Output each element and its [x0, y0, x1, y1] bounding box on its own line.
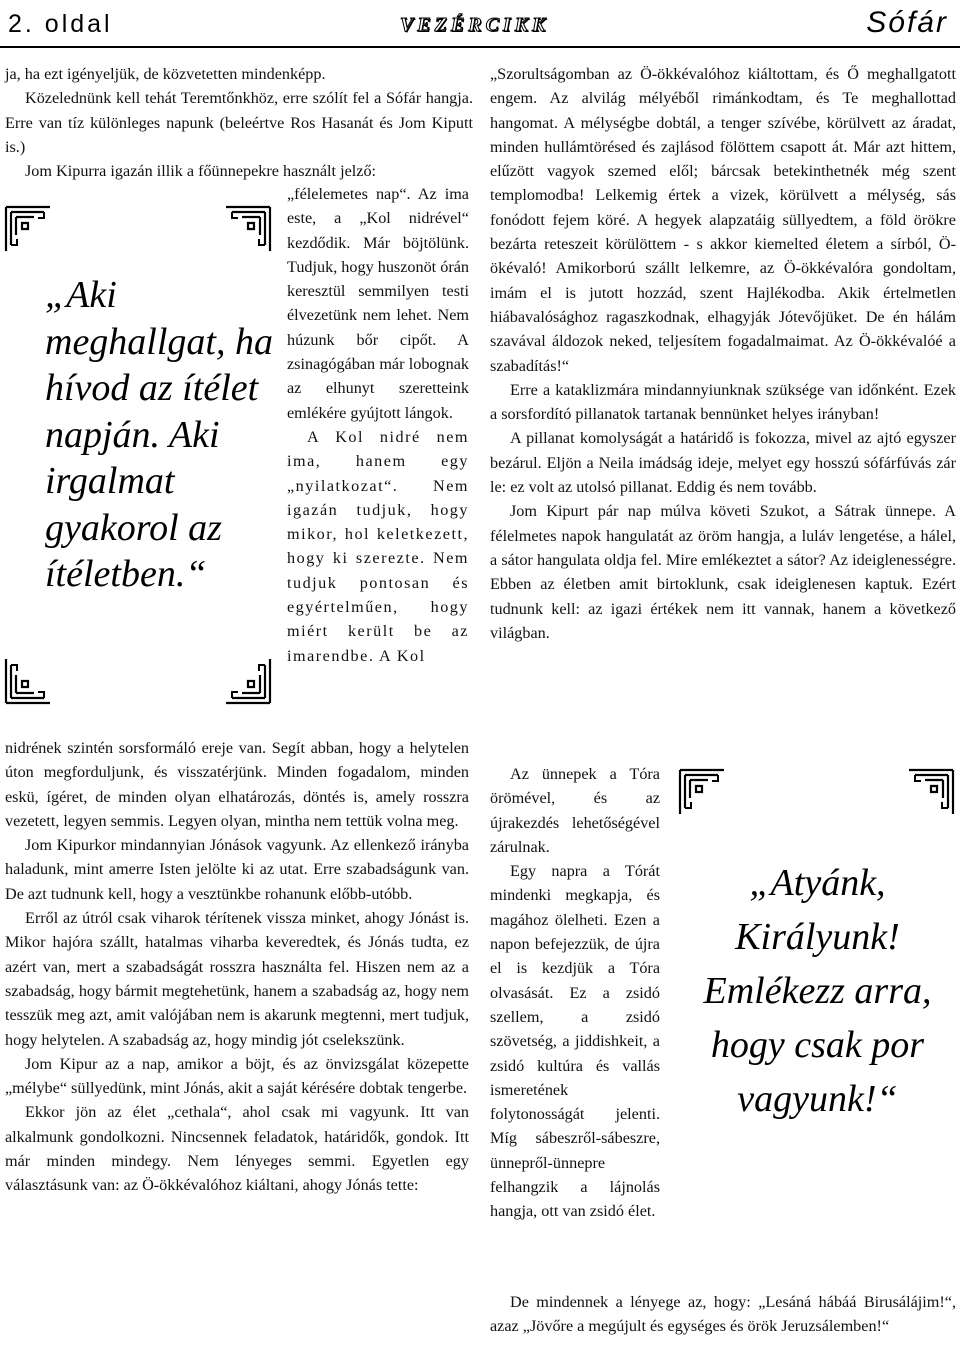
paragraph: A pillanat komolyságát a határidő is fokozza, mivel az ajtó egyszer bezárul. Eljön a Neila imádság ideje, melyet egy hosszú sófárfúvás zár le: ez volt az utolsó pillanat. Eddig és nem tovább.: [490, 429, 956, 497]
left-column-top: [5, 62, 473, 183]
page-number: 2. oldal: [8, 10, 113, 38]
paragraph: De mindennek a lényege az, hogy: „Lesáná hábáá Birusálájim!“, azaz „Jövőre a megújult és egységes és örök Jeruzsálemben!“: [490, 1293, 956, 1336]
paragraph: Jom Kipurkor mindannyian Jónások vagyunk. Az ellenkező irányba haladunk, mint amerre Isten jelölte ki az utat. Erre szabadságunk van. De azt tudnunk kell, hogy a vesztünkbe rohanunk előbb-utóbb.: [5, 836, 469, 903]
corner-ornament-icon: [222, 205, 272, 255]
corner-ornament-icon: [4, 655, 54, 705]
paragraph: „félelemetes nap“. Az ima este, a „Kol nidrével“ kezdődik. Már böjtölünk. Tudjuk, hogy huszonöt órán keresztül semmilyen testi élvezetünk nem lehet. Nem húzunk bőr cipőt. A zsinagógában már lobognak az elhunyt szeretteink emlékére gyújtott lángok.: [287, 185, 469, 422]
corner-ornament-icon: [222, 655, 272, 705]
right-column-top: [490, 62, 956, 645]
corner-ornament-icon: [905, 768, 955, 818]
paragraph: ja, ha ezt igényeljük, de közvetetten mindenképp.: [5, 65, 326, 83]
pull-quote-left: „Aki meghallgat, ha hívod az ítélet napján. Aki irgalmat gyakorol az ítéletben.“: [45, 274, 273, 595]
right-column-beside-quote: [490, 762, 660, 1224]
publication-title: Sófár: [866, 6, 948, 39]
paragraph: „Szorultságomban az Ö-ökkévalóhoz kiáltottam, és Ő meghallgatott engem. Az alvilág mélyéből rimánkodtam, és Te meghallottad hangomat. A mélységbe dobtál, a tenger szívébe, körülvett az áradat, minden hullámtörésed és zajlásod fölöttem csapott át. Már azt hittem, elűzött vagyok szemed elől; bárcsak betekinthetnék még szent templomodba! Lelkemig értek a vizek, körülvett a mélység, sás fonódott fejem köré. A hegyek alapzatáig süllyedtem, a föld örökre bezárta reteszeit körülöttem - s akkor kiemelted életem a sírból, Ö-ökévaló! Amikorború szállt lelkemre, az Ö-ökkévalóra gondoltam, imám el is jutott hozzád, szent Hajlékodba. Akik értelmetlen hiábavalósághoz ragaszkodnak, elhagyják Jótevőjüket. De én hálám szavával áldozok neked, teljesítem fogadalmaimat. Az Ö-ökkévalóé a szabadítás!“: [490, 65, 956, 375]
right-column-bottom: [490, 1290, 956, 1339]
paragraph: Erről az útról csak viharok térítenek vissza minket, ahogy Jónást is. Mikor hajóra szállt, hatalmas viharba keveredtek, és Jónás tudta, ez azért van, mert a szabadságát rosszra használta fel. Hiszen nem az a szabadság, hogy bármit megtehetünk, hanem a szabadság az, hogy nem tesszük meg azt, amit valójában nem is akarunk megtenni, mert tudjuk, hogy helytelen. A szabadság az, hogy mindig jót cselekszünk.: [5, 909, 469, 1049]
paragraph: Erre a kataklizmára mindannyiunknak szüksége van időnként. Ezek a sorsfordító pillanatok tartanak bennünket helyes irányban!: [490, 380, 956, 424]
pull-quote-right: „Atyánk, Királyunk! Emlékezz arra, hogy csak por vagyunk!“: [703, 862, 932, 1120]
paragraph: Jom Kipurra igazán illik a főünnepekre használt jelző:: [25, 162, 377, 181]
paragraph: nidrének szintén sorsformáló ereje van. Segít abban, hogy a helytelen úton megforduljunk, és visszatérjünk. Minden fogadalom, minden eskü, ígéret, de minden olyan elhatározás, döntés is, amely rosszra vezetett, legyen semmis. Legyen olyan, mintha nem tettük volna meg.: [5, 739, 469, 830]
left-column-beside-quote: [287, 182, 469, 668]
page-header: [0, 0, 960, 48]
paragraph: Az ünnepek a Tóra örömével, és az újrakezdés lehetőségével zárulnak.: [490, 765, 660, 856]
corner-ornament-icon: [678, 768, 728, 818]
paragraph: Jom Kipur az a nap, amikor a böjt, és az önvizsgálat közepette „mélybe“ süllyedünk, mint Jónás, akit a saját kérésére dobtak tengerbe.: [5, 1054, 469, 1098]
paragraph: Jom Kipurt pár nap múlva követi Szukot, a Sátrak ünnepe. A félelmetes napok hangulatát az öröm hangja, a luláv lengetése, a hálel, a sátor hangulata oldja fel. Mire emlékeztet a sátor? Az ideiglenességre. Ebben az életben amit birtoklunk, csak ideiglenesen kaptuk. Ezért tudnunk kell: az igazi értékek nem itt vannak, hanem a következő világban.: [490, 502, 956, 642]
paragraph: A Kol nidré nem ima, hanem egy „nyilatkozat“. Nem igazán tudjuk, hogy mikor, hol keletkezett, hogy ki szerezte. Nem tudjuk pontosan és egyértelműen, hogy miért került be az imarendbe. A Kol: [287, 427, 469, 665]
corner-ornament-icon: [4, 205, 54, 255]
paragraph: Közelednünk kell tehát Teremtőnkhöz, erre szólít fel a Sófár hangja. Erre van tíz különleges napunk (beleértve Ros Hasanát és Jom Kiputt is.): [5, 89, 473, 156]
paragraph: Ekkor jön az élet „cethala“, ahol csak mi vagyunk. Itt van alkalmunk gondolkozni. Nincsennek feladatok, határidők, gondok. Itt már minden mindegy. Nem lényeges semmi. Egyetlen egy választásunk van: az Ö-ökkévalóhoz kiáltani, ahogy Jónás tette:: [5, 1103, 469, 1195]
section-title: VEZÉRCIKK: [400, 14, 550, 36]
paragraph: Egy napra a Tórát mindenki megkapja, és magához ölelheti. Ezen a napon befejezzük, de újra el is kezdjük a Tóra olvasását. Ez a zsidó szellem, a zsidó szövetség, a jiddishkeit, a zsidó kultúra és vallás ismeretének folytonosságát jelenti. Míg sábeszről-sábeszre, ünnepről-ünnepre felhangzik a lájnolás hangja, ott van zsidó élet.: [490, 862, 660, 1221]
left-column-bottom: [5, 736, 469, 1198]
